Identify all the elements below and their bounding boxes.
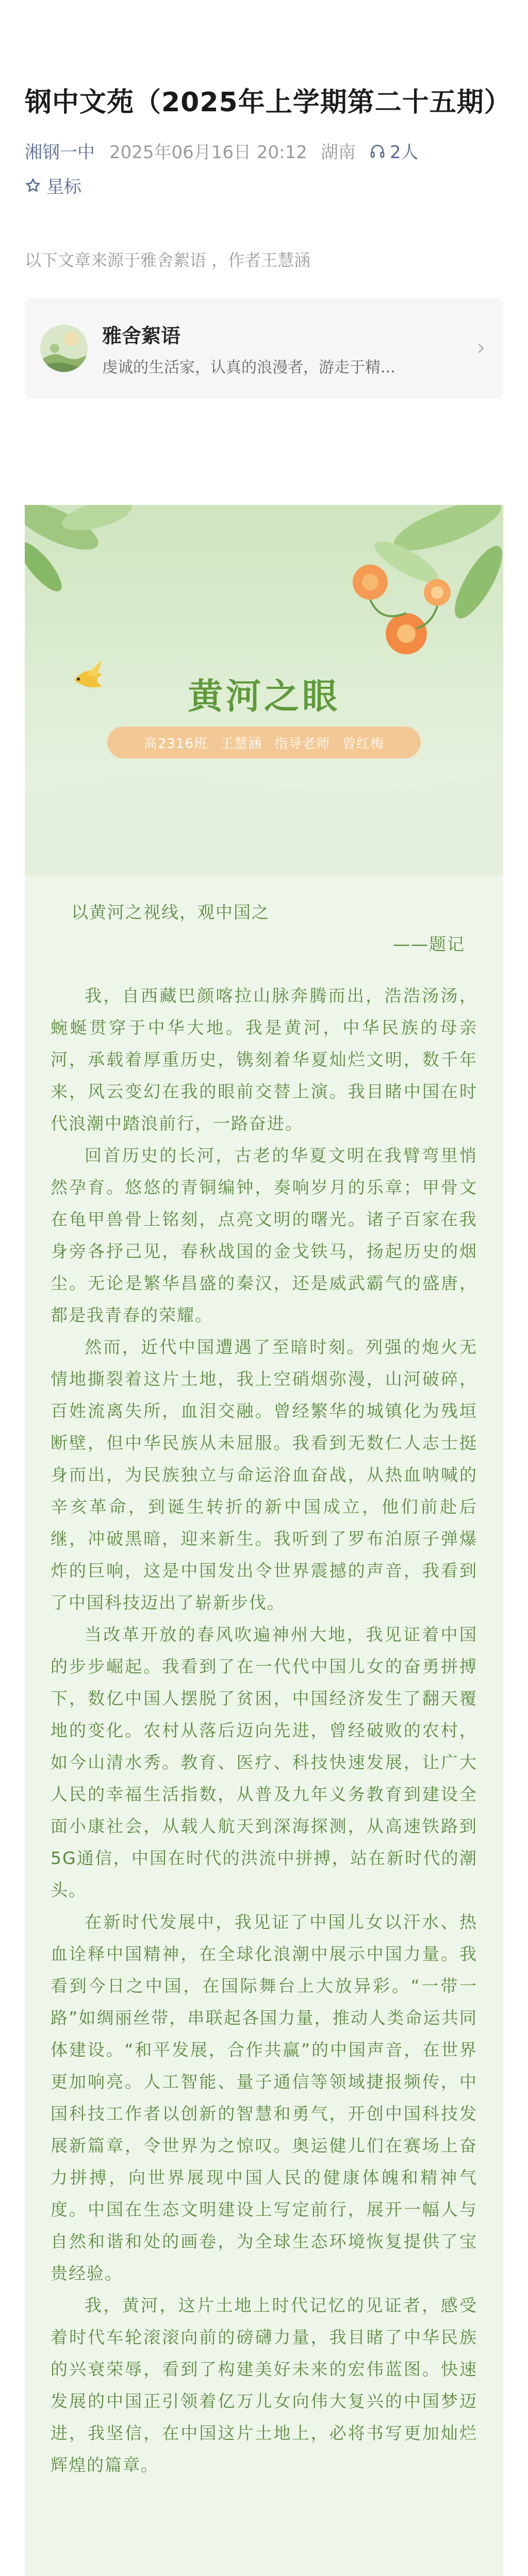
poster-title: 黄河之眼 (187, 676, 340, 717)
essay-paragraph: 当改革开放的春风吹遍神州大地，我见证着中国的步步崛起。我看到了在一代代中国儿女的奋勇拼搏下，数亿中国人摆脱了贫困，中国经济发生了翻天覆地的变化。农村从落后迈向先进，曾经破败的农村，如今山清水秀。教育、医疗、科技快速发展，让广大人民的幸福生活指数，从普及九年义务教育到建设全面小康社会，从载人航天到深海探测，从高速铁路到5G通信，中国在时代的洪流中拼搏，站在新时代的潮头。 (51, 1624, 477, 1900)
star-icon (25, 177, 41, 194)
source-account-card[interactable] (25, 298, 503, 399)
article-header (0, 0, 528, 399)
account-link[interactable]: 湘钢一中 (25, 142, 95, 163)
publish-date: 2025年06月16日 20:12 (109, 142, 307, 163)
byline-teacher: 曾红梅 (342, 736, 385, 752)
source-avatar (40, 325, 88, 372)
listen-button[interactable] (369, 138, 419, 163)
star-button[interactable] (25, 173, 503, 198)
publish-location: 湖南 (320, 142, 356, 163)
repost-note: 以下文章来源于雅舍絮语 ，作者王慧涵 (25, 250, 311, 270)
byline-teacher-label: 指导老师 (274, 736, 331, 752)
essay-lead: 以黄河之视线，观中国之 (71, 902, 270, 922)
headphones-icon (369, 143, 386, 159)
listen-count: 2人 (389, 142, 419, 163)
article-title: 钢中文苑（2025年上学期第二十五期） (25, 87, 512, 118)
flower-2 (386, 613, 427, 654)
essay-paragraph: 我，黄河，这片土地上时代记忆的见证者，感受着时代车轮滚滚向前的磅礴力量，我目睹了中华民族的兴衰荣辱，看到了构建美好未来的宏伟蓝图。快速发展的中国正引领着亿万儿女向伟大复兴的中国梦迈进，我坚信，在中国这片土地上，必将书写更加灿烂辉煌的篇章。 (51, 2295, 477, 2475)
star-label: 星标 (46, 177, 81, 197)
essay-paragraph: 回首历史的长河，古老的华夏文明在我臂弯里悄然孕育。悠悠的青铜编钟，奏响岁月的乐章；甲骨文在龟甲兽骨上铭刻，点亮文明的曙光。诸子百家在我身旁各抒己见，春秋战国的金戈铁马，扬起历史的烟尘。无论是繁华昌盛的秦汉，还是威武霸气的盛唐，都是我青春的荣耀。 (51, 1145, 477, 1325)
byline-class: 高2316班 (143, 736, 208, 752)
essay-epigraph-label: ——题记 (393, 934, 465, 954)
source-name: 雅舍絮语 (102, 324, 181, 347)
chevron-right-icon (473, 341, 488, 355)
essay-paragraph: 然而，近代中国遭遇了至暗时刻。列强的炮火无情地撕裂着这片土地，我上空硝烟弥漫，山河破碎，百姓流离失所，血泪交融。曾经繁华的城镇化为残垣断壁，但中华民族从未屈服。我看到无数仁人志士挺身而出，为民族独立与命运浴血奋战，从热血呐喊的辛亥革命，到诞生转折的新中国成立，他们前赴后继，冲破黑暗，迎来新生。我听到了罗布泊原子弹爆炸的巨响，这是中国发出令世界震撼的声音，我看到了中国科技迈出了崭新步伐。 (51, 1337, 477, 1613)
article-meta (25, 138, 503, 163)
essay-paragraph: 我，自西藏巴颜喀拉山脉奔腾而出，浩浩汤汤，蜿蜒贯穿于中华大地。我是黄河，中华民族的母亲河，承载着厚重历史，镌刻着华夏灿烂文明，数千年来，风云变幻在我的眼前交替上演。我目睹中国在时代浪潮中踏浪前行，一路奋进。 (51, 986, 477, 1133)
source-info (102, 320, 463, 377)
flower-1 (353, 565, 388, 600)
essay-paragraph: 在新时代发展中，我见证了中国儿女以汗水、热血诠释中国精神，在全球化浪潮中展示中国力量。我看到今日之中国，在国际舞台上大放异彩。“一带一路”如绸丽丝带，串联起各国力量，推动人类命运共同体建设。“和平发展，合作共赢”的中国声音，在世界更加响亮。人工智能、量子通信等领域捷报频传，中国科技工作者以创新的智慧和勇气，开创中国科技发展新篇章，令世界为之惊叹。奥运健儿们在赛场上奋力拼搏，向世界展现中国人民的健康体魄和精神气度。中国在生态文明建设上写定前行，展开一幅人与自然和谐和处的画卷，为全球生态环境恢复提供了宝贵经验。 (51, 1912, 477, 2283)
essay-poster (25, 505, 503, 2576)
source-desc: 虔诚的生活家，认真的浪漫者，游走于精... (102, 358, 395, 377)
byline-author: 王慧涵 (220, 736, 262, 752)
poster-byline (107, 726, 421, 758)
essay-body (51, 896, 477, 2481)
flower-3 (424, 579, 451, 606)
